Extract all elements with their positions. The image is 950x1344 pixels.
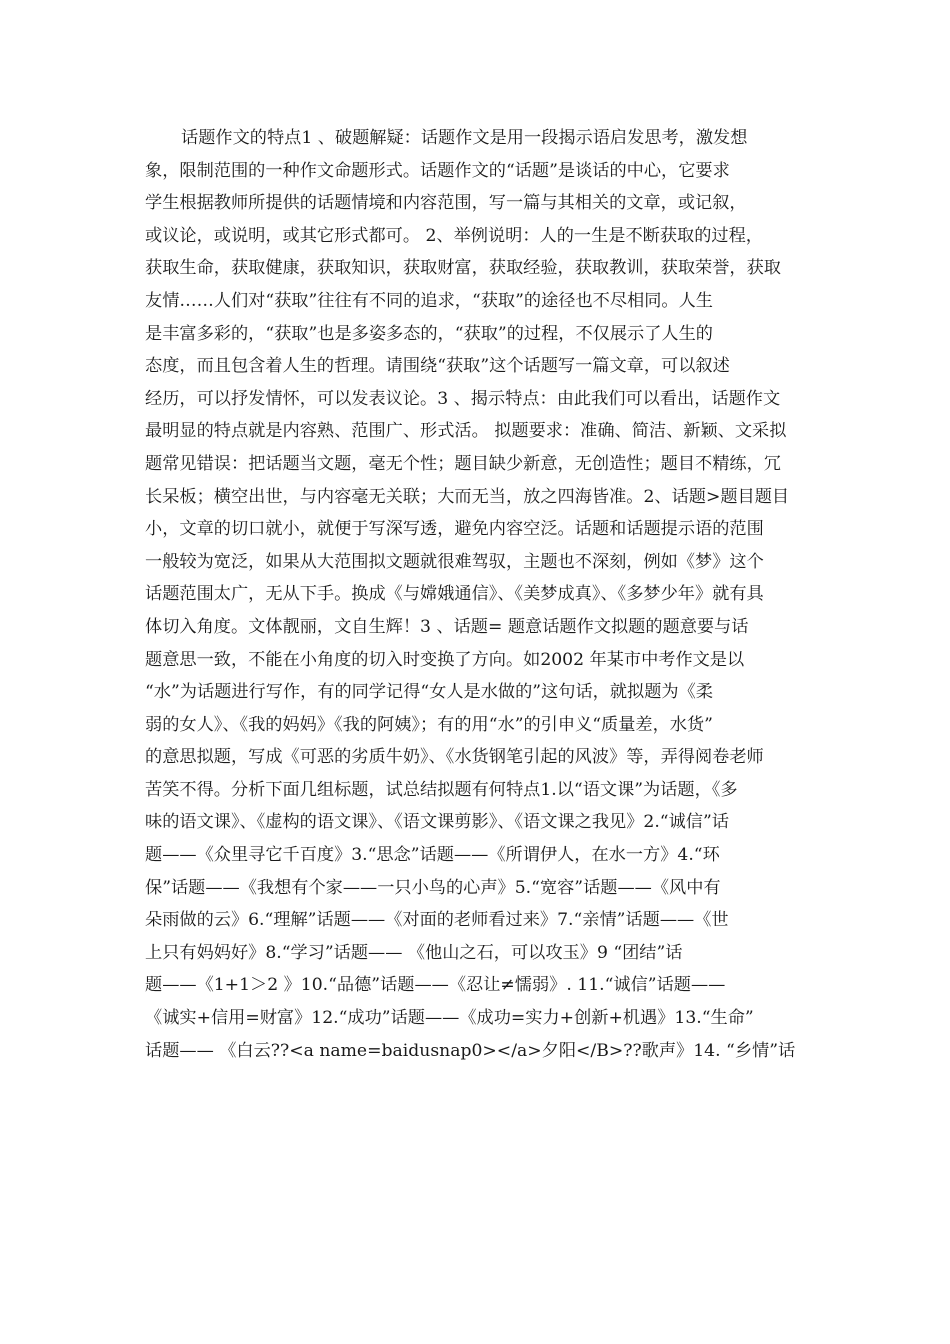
text-line: 态度，而且包含着人生的哲理。请围绕“获取”这个话题写一篇文章，可以叙述 [145,356,730,377]
text-line: 苦笑不得。分析下面几组标题，试总结拟题有何特点1.以“语文课”为话题，《多 [145,779,738,800]
text-line: 的意思拟题，写成《可恶的劣质牛奶》、《水货钢笔引起的风波》等，弄得阅卷老师 [145,747,764,768]
text-line: 朵雨做的云》6.“理解”话题——《对面的老师看过来》7.“亲情”话题——《世 [145,910,729,931]
text-line: 话题—— 《白云??<a name=baidusnap0></a>夕阳</B>??歌声》14. “乡情”话 [145,1040,796,1061]
text-line: 获取生命，获取健康，获取知识，获取财富，获取经验，获取教训，获取荣誉，获取 [145,258,781,279]
text-line: 话题范围太广，无从下手。换成《与嫦娥通信》、《美梦成真》、《多梦少年》就有具 [145,584,764,605]
text-line: 题——《1+1＞2 》10.“品德”话题——《忍让≠懦弱》. 11.“诚信”话题—— [145,975,726,996]
text-line: 保”话题——《我想有个家——一只小鸟的心声》5.“宽容”话题——《风中有 [145,877,721,898]
text-line: 最明显的特点就是内容熟、范围广、形式活。 拟题要求：准确、简洁、新颖、文采拟 [145,421,787,442]
text-line: 象，限制范围的一种作文命题形式。话题作文的“话题”是谈话的中心，它要求 [145,160,730,181]
text-line: 长呆板；横空出世，与内容毫无关联；大而无当，放之四海皆准。2、话题>题目题目 [145,486,790,507]
text-line: 题常见错误：把话题当文题，毫无个性；题目缺少新意，无创造性；题目不精练，冗 [145,453,781,474]
text-line: 小，文章的切口就小，就便于写深写透，避免内容空泛。话题和话题提示语的范围 [145,519,764,540]
text-line: “水”为话题进行写作，有的同学记得“女人是水做的”这句话，就拟题为《柔 [145,682,713,703]
text-line: 体切入角度。文体靓丽，文自生辉！3 、话题= 题意话题作文拟题的题意要与话 [145,616,749,637]
text-line: 弱的女人》、《我的妈妈》《我的阿姨》；有的用“水”的引申义“质量差，水货” [145,714,713,735]
text-line: 或议论，或说明，或其它形式都可。 2、举例说明：人的一生是不断获取的过程， [145,225,763,246]
text-line: 上只有妈妈好》8.“学习”话题—— 《他山之石，可以攻玉》9 “团结”话 [145,942,683,963]
text-line: 话题作文的特点1 、破题解疑：话题作文是用一段揭示语启发思考，激发想 [181,128,748,148]
text-line: 题意思一致，不能在小角度的切入时变换了方向。如2002 年某市中考作文是以 [145,649,745,670]
text-line: 味的语文课》、《虚构的语文课》、《语文课剪影》、《语文课之我见》2.“诚信”话 [145,812,729,833]
body-text [145,122,810,1067]
text-line: 一般较为宽泛，如果从大范围拟文题就很难驾驭，主题也不深刻，例如《梦》这个 [145,551,764,572]
text-line: 是丰富多彩的，“获取”也是多姿多态的，“获取”的过程，不仅展示了人生的 [145,323,713,344]
text-line: 题——《众里寻它千百度》3.“思念”话题——《所谓伊人，在水一方》4.“环 [145,845,720,866]
text-line: 《诚实+信用=财富》12.“成功”话题——《成功=实力+创新+机遇》13.“生命” [145,1008,754,1029]
text-line: 友情……人们对“获取”往往有不同的追求，“获取”的途径也不尽相同。人生 [145,290,713,311]
text-line: 学生根据教师所提供的话题情境和内容范围，写一篇与其相关的文章，或记叙， [145,193,747,214]
text-line: 经历，可以抒发情怀，可以发表议论。3 、揭示特点：由此我们可以看出，话题作文 [145,388,781,409]
